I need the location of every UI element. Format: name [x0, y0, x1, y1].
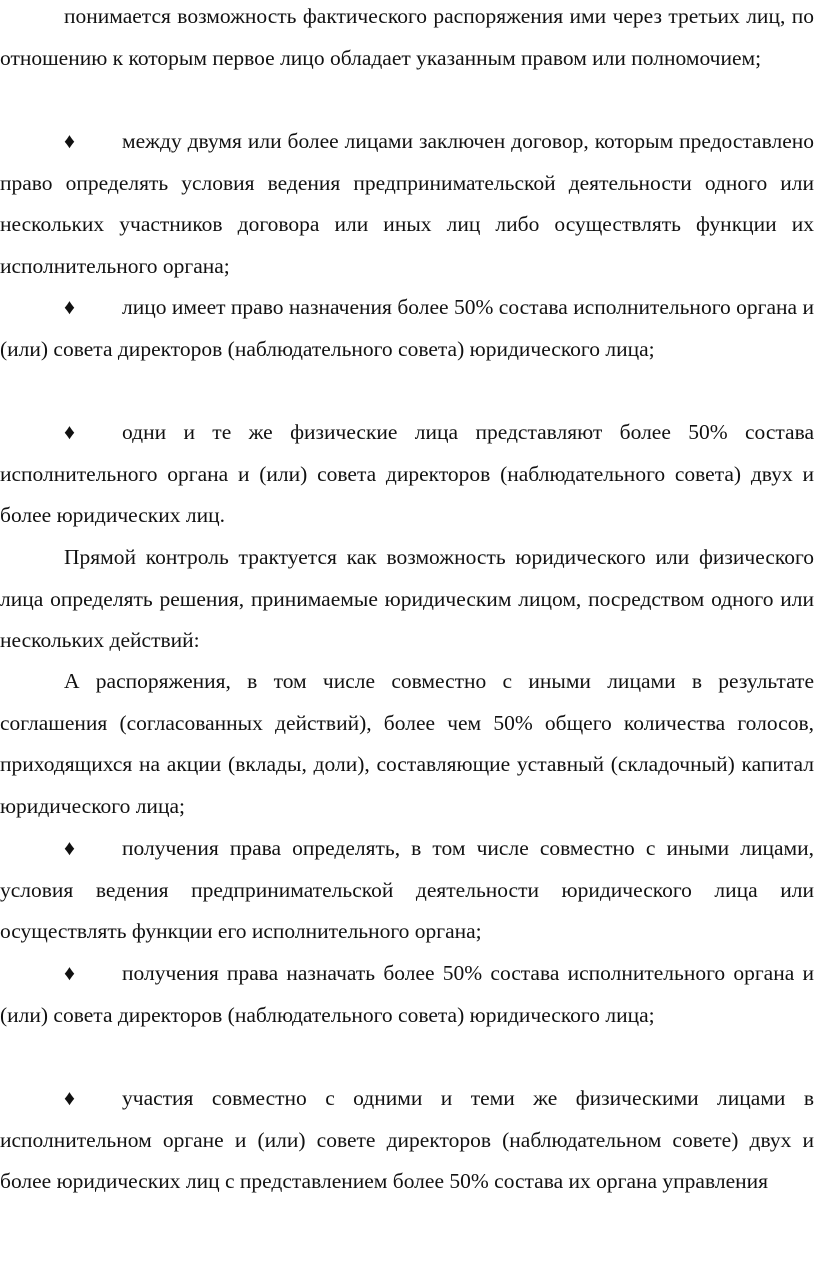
- paragraph-text: лицо имеет право назначения более 50% состава исполнительного органа и (или) совета директоров (наблюдательного совета) юридического лица;: [0, 295, 814, 361]
- paragraph-text: участия совместно с одними и теми же физическими лицами в исполнительном органе и (или) совете директоров (наблюдательном совете) двух и более юридических лиц с представлением более 50% состава их органа управления: [0, 1086, 814, 1194]
- diamond-bullet-icon: ♦: [64, 295, 75, 319]
- paragraph-item-a: [0, 661, 816, 827]
- paragraph-direct-control: [0, 537, 816, 662]
- bullet-paragraph-define-conditions: [0, 828, 816, 953]
- bullet-paragraph-same-persons: [0, 412, 816, 537]
- paragraph-continuation: [0, 0, 816, 79]
- diamond-bullet-icon: ♦: [64, 836, 75, 860]
- diamond-bullet-icon: ♦: [64, 1086, 75, 1110]
- diamond-bullet-icon: ♦: [64, 961, 75, 985]
- paragraph-text: получения права назначать более 50% состава исполнительного органа и (или) совета директоров (наблюдательного совета) юридического лица;: [0, 961, 814, 1027]
- paragraph-text: получения права определять, в том числе совместно с иными лицами, условия ведения предпринимательской деятельности юридического лица или осуществлять функции его исполнительного органа;: [0, 836, 814, 944]
- paragraph-text: между двумя или более лицами заключен договор, которым предоставлено право определять условия ведения предпринимательской деятельности одного или нескольких участников договора или иных лиц либо осуществлять функции их исполнительного органа;: [0, 129, 814, 278]
- paragraph-text: Прямой контроль трактуется как возможность юридического или физического лица определять решения, принимаемые юридическим лицом, посредством одного или нескольких действий:: [0, 545, 814, 653]
- diamond-bullet-icon: ♦: [64, 420, 75, 444]
- paragraph-text: одни и те же физические лица представляют более 50% состава исполнительного органа и (или) совета директоров (наблюдательного совета) двух и более юридических лиц.: [0, 420, 814, 528]
- paragraph-text: А распоряжения, в том числе совместно с иными лицами в результате соглашения (согласованных действий), более чем 50% общего количества голосов, приходящихся на акции (вклады, доли), составляющие уставный (складочный) капитал юридического лица;: [0, 669, 814, 818]
- bullet-paragraph-appointment-right: [0, 287, 816, 370]
- bullet-paragraph-contract: [0, 121, 816, 287]
- bullet-paragraph-appoint-majority: [0, 953, 816, 1036]
- paragraph-text: понимается возможность фактического распоряжения ими через третьих лиц, по отношению к которым первое лицо обладает указанным правом или полномочием;: [0, 4, 814, 70]
- bullet-paragraph-joint-participation: [0, 1078, 816, 1203]
- diamond-bullet-icon: ♦: [64, 129, 75, 153]
